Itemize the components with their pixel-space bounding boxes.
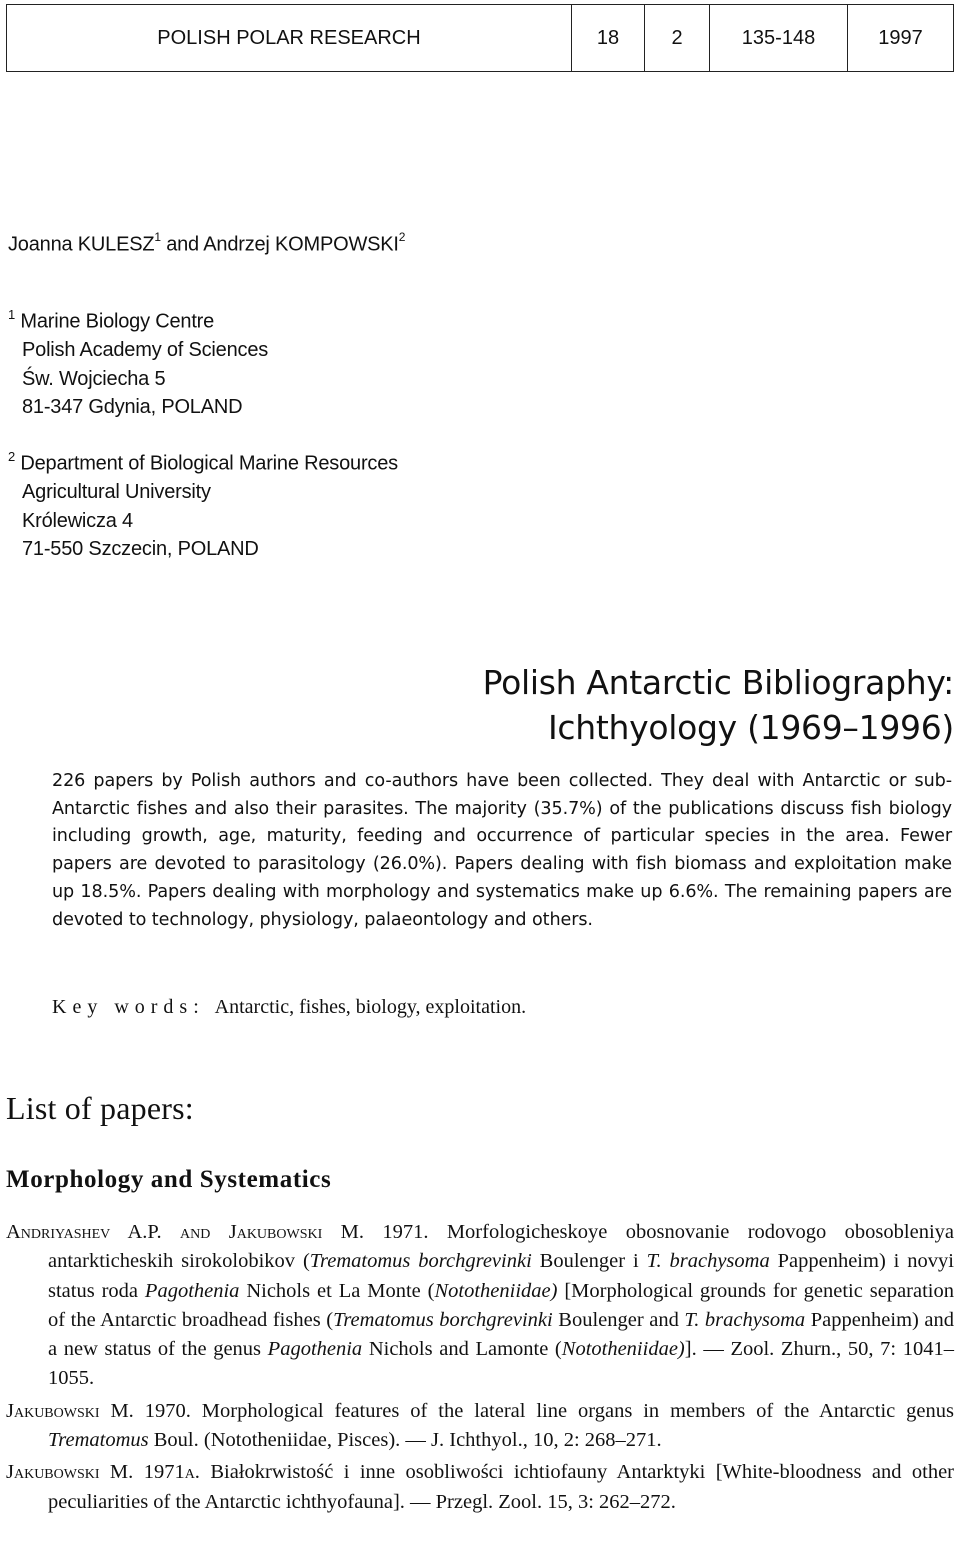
reference-list <box>6 1218 954 1520</box>
journal-year: 1997 <box>878 26 923 49</box>
affiliation-1 <box>8 302 268 422</box>
keywords-value: Antarctic, fishes, biology, exploitation. <box>214 996 527 1018</box>
journal-header <box>6 4 954 72</box>
title-line-2: Ichthyology (1969–1996) <box>547 708 954 747</box>
reference-authors: Jakubowski M. 1970. <box>6 1399 191 1422</box>
keywords-label: Key words: <box>52 996 205 1018</box>
keywords <box>52 996 526 1019</box>
author-joiner: and <box>160 233 204 256</box>
journal-pages: 135-148 <box>710 5 848 71</box>
affiliation-line: $^2$ Department of Biological Marine Resources <box>8 449 398 475</box>
section-heading: Morphology and Systematics <box>6 1166 332 1193</box>
affiliation-line: 81-347 Gdynia, POLAND <box>22 396 243 419</box>
affiliation-line: Agricultural University <box>22 481 211 504</box>
list-heading: List of papers: <box>6 1090 194 1126</box>
title-line-1: Polish Antarctic Bibliography: <box>482 663 954 702</box>
journal-volume: 18 <box>572 5 645 71</box>
author-2-affil-marker: 2 <box>398 230 406 244</box>
affiliation-line: Królewicza 4 <box>22 509 133 532</box>
reference-authors: Jakubowski M. 1971a. <box>6 1461 200 1484</box>
reference-authors: Andriyashev A.P. and Jakubowski M. 1971. <box>6 1221 429 1243</box>
affiliation-line: Św. Wojciecha 5 <box>22 367 166 390</box>
journal-issue: 2 <box>645 5 710 71</box>
affiliation-line: Polish Academy of Sciences <box>22 339 269 362</box>
affiliation-line: 71-550 Szczecin, POLAND <box>22 538 259 561</box>
affiliation-marker: 1 <box>8 307 16 322</box>
author-2: Andrzej KOMPOWSKI <box>203 233 399 256</box>
reference-item: Jakubowski M. 1971a. Białokrwistość i inne osobliwości ichtiofauny Antarktyki [White-bloodness and other peculiarities of the Antarctic ichthyofauna]. — Przegl. Zool. 15, 3: 262–272. <box>6 1461 955 1513</box>
author-line <box>8 232 405 257</box>
journal-name: POLISH POLAR RESEARCH <box>7 5 572 71</box>
affiliation-marker: 2 <box>8 449 16 464</box>
affiliation-2 <box>8 444 398 564</box>
abstract: 226 papers by Polish authors and co-authors have been collected. They deal with Antarctic or sub-Antarctic fishes and also their parasites. The majority (35.7%) of the publications discuss fish biology including growth, age, maturity, feeding and occurrence of particular species in the area. Fewer papers are devoted to parasitology (26.0%). Papers dealing with fish biomass and exploitation make up 18.5%. Papers dealing with morphology and systematics make up 6.6%. The remaining papers are devoted to technology, physiology, palaeontology and others. <box>52 771 952 930</box>
author-1-affil-marker: 1 <box>154 230 161 244</box>
reference-item: Andriyashev A.P. and Jakubowski M. 1971. Morfologicheskoye obosnovanie rodovogo obosobleniya antarkticheskih sirokolobikov (Trematomus borchgrevinki Boulenger i T. brachysoma Pappenheim) i novyi status roda Pagothenia Nichols et La Monte (Nototheniidae) [Morphological grounds for genetic separation of the Antarctic broadhead fishes (Trematomus borchgrevinki Boulenger and T. brachysoma Pappenheim) and a new status of the genus Pagothenia Nichols and Lamonte (Nototheniidae)]. — Zool. Zhurn., 50, 7: 1041–1055. <box>6 1221 955 1390</box>
author-1: Joanna KULESZ <box>8 233 155 256</box>
article-title <box>483 660 954 750</box>
reference-item: Jakubowski M. 1970. Morphological features of the lateral line organs in members of the Antarctic genus Trematomus Boul. (Nototheniidae, Pisces). — J. Ichthyol., 10, 2: 268–271. <box>6 1399 954 1452</box>
affiliation-line: $^1$ Marine Biology Centre <box>8 307 215 333</box>
